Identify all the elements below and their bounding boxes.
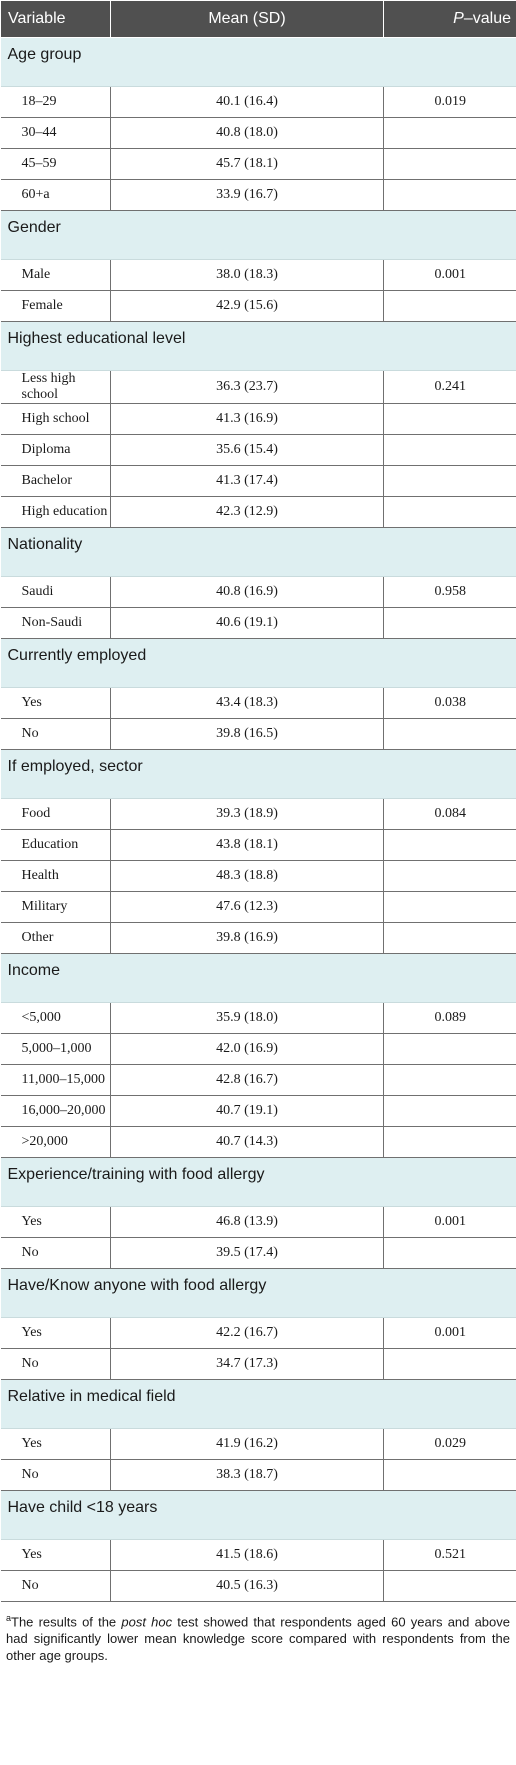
table-row [1, 608, 516, 639]
row-mean-sd: 40.7 (14.3) [111, 1127, 384, 1158]
group-row [1, 1158, 516, 1207]
table-row [1, 719, 516, 750]
footnote-text-italic: post hoc [121, 1614, 173, 1630]
table-row [1, 892, 516, 923]
row-p-value [384, 892, 516, 923]
row-mean-sd: 35.9 (18.0) [111, 1003, 384, 1034]
row-label: Yes [1, 688, 111, 719]
row-mean-sd: 48.3 (18.8) [111, 861, 384, 892]
group-row [1, 1380, 516, 1429]
header-p-italic: P [453, 10, 464, 27]
group-title: Have child <18 years [1, 1491, 516, 1540]
row-mean-sd: 40.8 (18.0) [111, 118, 384, 149]
row-mean-sd: 41.9 (16.2) [111, 1429, 384, 1460]
group-title: Nationality [1, 528, 516, 577]
group-title: Currently employed [1, 639, 516, 688]
row-mean-sd: 35.6 (15.4) [111, 435, 384, 466]
row-mean-sd: 46.8 (13.9) [111, 1207, 384, 1238]
table-row [1, 149, 516, 180]
row-label: Military [1, 892, 111, 923]
table-header [1, 1, 516, 38]
row-p-value [384, 466, 516, 497]
group-title: Age group [1, 38, 516, 87]
group-row [1, 1269, 516, 1318]
group-row [1, 322, 516, 371]
row-label: Health [1, 861, 111, 892]
table-row [1, 260, 516, 291]
row-p-value: 0.019 [384, 87, 516, 118]
row-label: <5,000 [1, 1003, 111, 1034]
row-mean-sd: 42.2 (16.7) [111, 1318, 384, 1349]
row-label: Education [1, 830, 111, 861]
row-label: 18–29 [1, 87, 111, 118]
row-label: Less high school [1, 371, 111, 404]
row-mean-sd: 39.8 (16.9) [111, 923, 384, 954]
header-p-rest: –value [463, 10, 511, 27]
footnote [0, 1602, 516, 1664]
row-mean-sd: 34.7 (17.3) [111, 1349, 384, 1380]
row-p-value: 0.001 [384, 1318, 516, 1349]
row-mean-sd: 39.5 (17.4) [111, 1238, 384, 1269]
footnote-text-after: test showed that respondents aged 60 years and above had significantly lower mean knowledge score compared with respondents from the other age groups. [6, 1614, 510, 1664]
group-title: Highest educational level [1, 322, 516, 371]
row-label: Food [1, 799, 111, 830]
row-mean-sd: 47.6 (12.3) [111, 892, 384, 923]
row-mean-sd: 39.8 (16.5) [111, 719, 384, 750]
table-row [1, 1127, 516, 1158]
row-p-value [384, 1127, 516, 1158]
row-mean-sd: 40.6 (19.1) [111, 608, 384, 639]
table-row [1, 1207, 516, 1238]
row-label: Saudi [1, 577, 111, 608]
table-row [1, 497, 516, 528]
row-p-value: 0.001 [384, 260, 516, 291]
row-label: 5,000–1,000 [1, 1034, 111, 1065]
row-label: No [1, 1571, 111, 1602]
table-row [1, 1540, 516, 1571]
table-row [1, 1460, 516, 1491]
row-p-value [384, 923, 516, 954]
row-mean-sd: 43.8 (18.1) [111, 830, 384, 861]
row-p-value [384, 497, 516, 528]
table-row [1, 118, 516, 149]
group-row [1, 1491, 516, 1540]
row-p-value [384, 1034, 516, 1065]
row-mean-sd: 40.5 (16.3) [111, 1571, 384, 1602]
row-p-value [384, 1096, 516, 1127]
row-label: Diploma [1, 435, 111, 466]
group-title: Relative in medical field [1, 1380, 516, 1429]
row-mean-sd: 43.4 (18.3) [111, 688, 384, 719]
row-label: 11,000–15,000 [1, 1065, 111, 1096]
row-mean-sd: 38.0 (18.3) [111, 260, 384, 291]
row-label: High education [1, 497, 111, 528]
row-label: Yes [1, 1429, 111, 1460]
row-label: No [1, 1349, 111, 1380]
table-row [1, 291, 516, 322]
row-label: 45–59 [1, 149, 111, 180]
header-p-value [384, 1, 516, 38]
table-row [1, 1571, 516, 1602]
table-row [1, 1003, 516, 1034]
row-mean-sd: 41.5 (18.6) [111, 1540, 384, 1571]
row-label: High school [1, 404, 111, 435]
group-title: Have/Know anyone with food allergy [1, 1269, 516, 1318]
row-p-value [384, 435, 516, 466]
row-p-value [384, 861, 516, 892]
table-row [1, 371, 516, 404]
row-mean-sd: 42.9 (15.6) [111, 291, 384, 322]
row-mean-sd: 42.8 (16.7) [111, 1065, 384, 1096]
group-title: Income [1, 954, 516, 1003]
row-mean-sd: 40.7 (19.1) [111, 1096, 384, 1127]
row-label: No [1, 1460, 111, 1491]
row-p-value: 0.241 [384, 371, 516, 404]
row-label: Yes [1, 1207, 111, 1238]
row-label: Female [1, 291, 111, 322]
group-title: Gender [1, 211, 516, 260]
table-row [1, 180, 516, 211]
footnote-text-before: The results of the [11, 1614, 122, 1630]
footnote-marker: a [6, 1613, 12, 1623]
row-p-value [384, 404, 516, 435]
group-title: Experience/training with food allergy [1, 1158, 516, 1207]
row-label: Male [1, 260, 111, 291]
row-label: Yes [1, 1540, 111, 1571]
row-p-value: 0.958 [384, 577, 516, 608]
row-p-value [384, 1571, 516, 1602]
row-p-value [384, 1460, 516, 1491]
table-row [1, 1034, 516, 1065]
row-mean-sd: 41.3 (17.4) [111, 466, 384, 497]
group-row [1, 211, 516, 260]
table-row [1, 577, 516, 608]
row-mean-sd: 39.3 (18.9) [111, 799, 384, 830]
table-row [1, 861, 516, 892]
row-label: 30–44 [1, 118, 111, 149]
row-label: Bachelor [1, 466, 111, 497]
table-row [1, 1349, 516, 1380]
table-body [1, 38, 516, 1602]
row-label: No [1, 1238, 111, 1269]
group-title: If employed, sector [1, 750, 516, 799]
row-p-value: 0.521 [384, 1540, 516, 1571]
table-row [1, 1096, 516, 1127]
row-mean-sd: 40.8 (16.9) [111, 577, 384, 608]
table-row [1, 830, 516, 861]
row-p-value [384, 608, 516, 639]
row-label: Yes [1, 1318, 111, 1349]
row-label: 16,000–20,000 [1, 1096, 111, 1127]
row-p-value [384, 291, 516, 322]
group-row [1, 38, 516, 87]
table-row [1, 1429, 516, 1460]
row-mean-sd: 41.3 (16.9) [111, 404, 384, 435]
row-label: Non-Saudi [1, 608, 111, 639]
table-row [1, 435, 516, 466]
header-mean-sd: Mean (SD) [111, 1, 384, 38]
row-label: >20,000 [1, 1127, 111, 1158]
table-row [1, 466, 516, 497]
row-p-value [384, 1349, 516, 1380]
row-label: 60+a [1, 180, 111, 211]
row-p-value: 0.084 [384, 799, 516, 830]
row-mean-sd: 45.7 (18.1) [111, 149, 384, 180]
row-p-value: 0.038 [384, 688, 516, 719]
row-p-value: 0.001 [384, 1207, 516, 1238]
table-row [1, 688, 516, 719]
group-row [1, 954, 516, 1003]
row-p-value: 0.029 [384, 1429, 516, 1460]
table-row [1, 1238, 516, 1269]
table-row [1, 1065, 516, 1096]
group-row [1, 528, 516, 577]
row-mean-sd: 38.3 (18.7) [111, 1460, 384, 1491]
group-row [1, 750, 516, 799]
table-row [1, 404, 516, 435]
row-p-value [384, 180, 516, 211]
row-p-value [384, 149, 516, 180]
row-p-value [384, 118, 516, 149]
header-variable: Variable [1, 1, 111, 38]
row-mean-sd: 40.1 (16.4) [111, 87, 384, 118]
row-mean-sd: 36.3 (23.7) [111, 371, 384, 404]
row-p-value [384, 1238, 516, 1269]
table-row [1, 87, 516, 118]
row-mean-sd: 33.9 (16.7) [111, 180, 384, 211]
row-p-value [384, 719, 516, 750]
row-p-value [384, 1065, 516, 1096]
row-mean-sd: 42.3 (12.9) [111, 497, 384, 528]
row-label: No [1, 719, 111, 750]
group-row [1, 639, 516, 688]
row-p-value: 0.089 [384, 1003, 516, 1034]
row-mean-sd: 42.0 (16.9) [111, 1034, 384, 1065]
row-label: Other [1, 923, 111, 954]
table-row [1, 923, 516, 954]
table-row [1, 799, 516, 830]
table-row [1, 1318, 516, 1349]
row-p-value [384, 830, 516, 861]
